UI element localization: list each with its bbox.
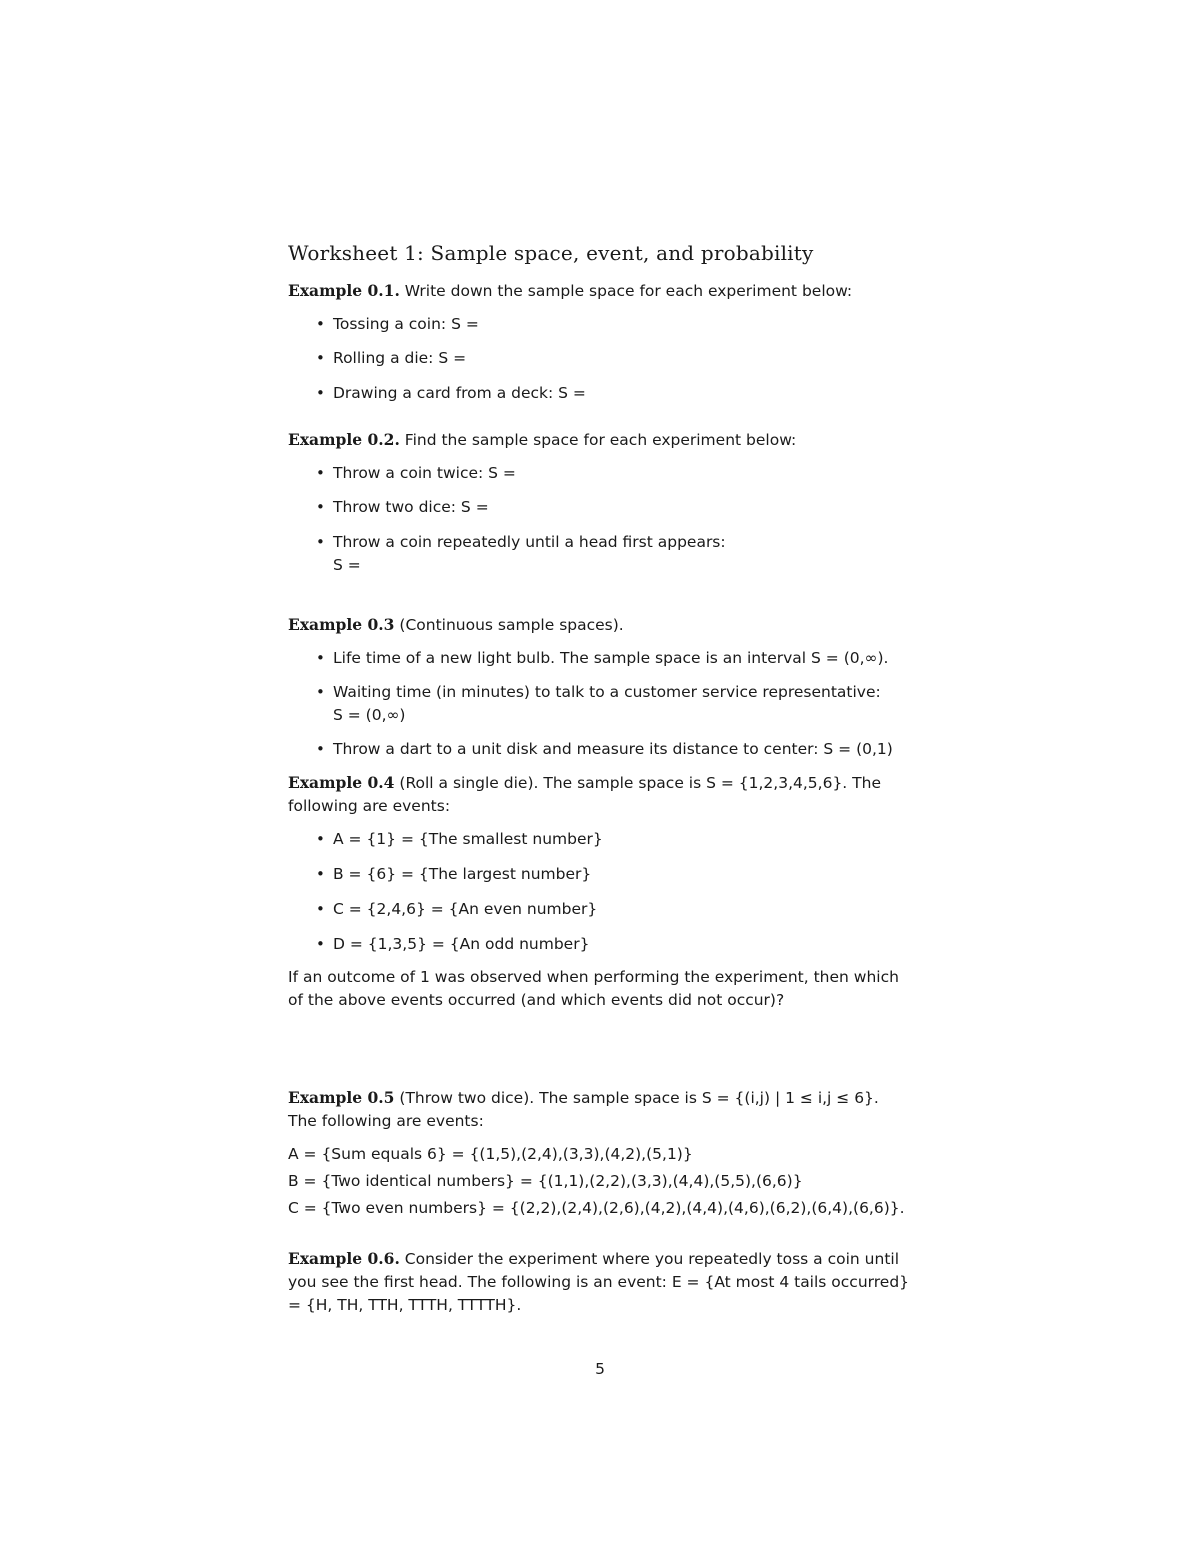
list-item: • Drawing a card from a deck: S = — [316, 382, 586, 405]
example-text: Consider the experiment where you repeatedly toss a coin until — [404, 1250, 900, 1268]
example-0-4-list — [316, 828, 603, 956]
example-label: Example 0.6. — [288, 1249, 400, 1268]
example-0-2-list — [316, 462, 726, 577]
example-0-1-list — [316, 313, 586, 405]
list-item: • Throw a dart to a unit disk and measure its distance to center: S = (0,1) — [316, 738, 893, 761]
example-0-6 — [288, 1247, 928, 1317]
event-b-equation: B = {Two identical numbers} = {(1,1),(2,2),(3,3),(4,4),(5,5),(6,6)} — [288, 1172, 803, 1190]
example-text-line: = {H, TH, TTH, TTTH, TTTTH}. — [288, 1296, 522, 1314]
event-c-equation: C = {Two even numbers} = {(2,2),(2,4),(2,6),(4,2),(4,4),(4,6),(6,2),(6,4),(6,6)}. — [288, 1199, 905, 1217]
example-0-2 — [288, 428, 928, 452]
list-item-line: • Waiting time (in minutes) to talk to a customer service representative: — [333, 683, 881, 701]
example-text: (Continuous sample spaces). — [399, 616, 624, 634]
example-0-4 — [288, 771, 928, 818]
list-item: • B = {6} = {The largest number} — [316, 863, 603, 886]
list-item: • A = {1} = {The smallest number} — [316, 828, 603, 851]
list-item: • Life time of a new light bulb. The sample space is an interval S = (0,∞). — [316, 647, 893, 670]
example-0-3 — [288, 613, 928, 637]
example-label: Example 0.5 — [288, 1088, 395, 1107]
event-a-equation: A = {Sum equals 6} = {(1,5),(2,4),(3,3),(4,2),(5,1)} — [288, 1145, 693, 1163]
list-item-line: S = — [333, 556, 361, 574]
example-text: Find the sample space for each experiment below: — [404, 431, 797, 449]
list-item: • D = {1,3,5} = {An odd number} — [316, 933, 603, 956]
example-0-5 — [288, 1086, 928, 1133]
page-number: 5 — [595, 1360, 605, 1378]
example-text: (Throw two dice). The sample space is S = {(i,j) | 1 ≤ i,j ≤ 6}. — [399, 1089, 879, 1107]
example-label: Example 0.1. — [288, 281, 400, 300]
list-item-line: S = (0,∞) — [333, 706, 406, 724]
question-line: If an outcome of 1 was observed when performing the experiment, then which — [288, 968, 899, 986]
example-text-line: following are events: — [288, 797, 451, 815]
list-item-line: • Throw a coin repeatedly until a head first appears: — [333, 533, 726, 551]
list-item — [316, 681, 893, 727]
list-item: • Throw two dice: S = — [316, 496, 726, 519]
example-label: Example 0.3 — [288, 615, 395, 634]
list-item — [316, 531, 726, 577]
example-0-1 — [288, 279, 928, 303]
example-text: Write down the sample space for each experiment below: — [404, 282, 853, 300]
example-0-4-question — [288, 966, 928, 1012]
example-text: (Roll a single die). The sample space is S = {1,2,3,4,5,6}. The — [399, 774, 881, 792]
example-0-3-list — [316, 647, 893, 761]
list-item: • C = {2,4,6} = {An even number} — [316, 898, 603, 921]
question-line: of the above events occurred (and which events did not occur)? — [288, 991, 785, 1009]
list-item: • Throw a coin twice: S = — [316, 462, 726, 485]
worksheet-title: Worksheet 1: Sample space, event, and probability — [288, 241, 814, 265]
example-label: Example 0.2. — [288, 430, 400, 449]
list-item: • Rolling a die: S = — [316, 347, 586, 370]
list-item: • Tossing a coin: S = — [316, 313, 586, 336]
example-text-line: you see the first head. The following is an event: E = {At most 4 tails occurred} — [288, 1273, 910, 1291]
example-label: Example 0.4 — [288, 773, 395, 792]
example-text-line: The following are events: — [288, 1112, 484, 1130]
